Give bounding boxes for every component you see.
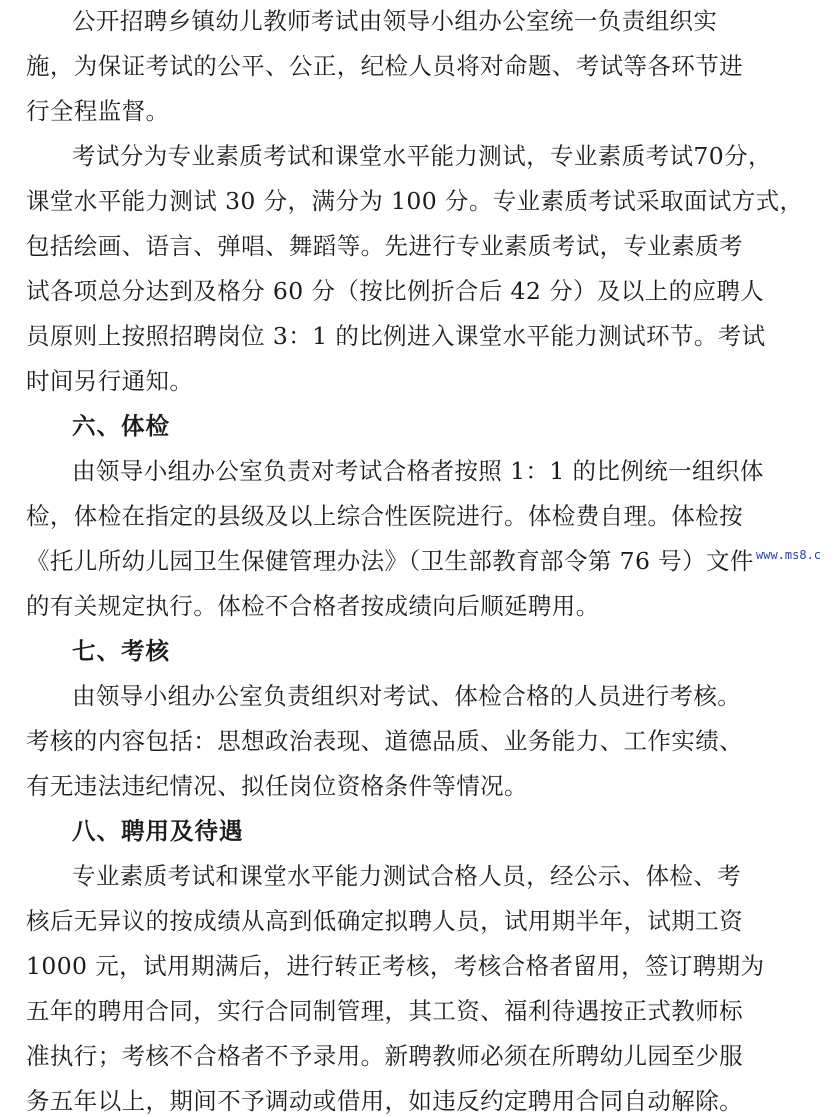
para1-line-1: 公开招聘乡镇幼儿教师考试由领导小组办公室统一负责组织实 — [72, 7, 718, 35]
para5-line-4: 五年的聘用合同，实行合同制管理，其工资、福利待遇按正式教师标 — [26, 997, 743, 1025]
para5-line-2: 核后无异议的按成绩从高到低确定拟聘人员，试用期半年，试期工资 — [26, 907, 743, 935]
para2-line-1: 考试分为专业素质考试和课堂水平能力测试，专业素质考试70分， — [72, 142, 772, 170]
para2-line-5: 员原则上按照招聘岗位 3：1 的比例进入课堂水平能力测试环节。考试 — [26, 322, 766, 350]
para4-line-3: 有无违法违纪情况、拟任岗位资格条件等情况。 — [26, 772, 528, 800]
para3-line-3: 《托儿所幼儿园卫生保健管理办法》（卫生部教育部令第 76 号）文件 — [26, 547, 754, 575]
section-heading-6: 六、体检 — [72, 412, 170, 440]
para4-line-2: 考核的内容包括：思想政治表现、道德品质、业务能力、工作实绩、 — [26, 727, 743, 755]
section-heading-7: 七、考核 — [72, 637, 170, 665]
para2-line-6: 时间另行通知。 — [26, 367, 194, 395]
para3-line-1: 由领导小组办公室负责对考试合格者按照 1：1 的比例统一组织体 — [72, 457, 764, 485]
para5-line-1: 专业素质考试和课堂水平能力测试合格人员，经公示、体检、考 — [72, 862, 742, 890]
para1-line-2: 施，为保证考试的公平、公正，纪检人员将对命题、考试等各环节进 — [26, 52, 743, 80]
watermark-text: www.ms8.c — [756, 548, 822, 562]
para4-line-1: 由领导小组办公室负责组织对考试、体检合格的人员进行考核。 — [72, 682, 742, 710]
para2-line-4: 试各项总分达到及格分 60 分（按比例折合后 42 分）及以上的应聘人 — [26, 277, 765, 305]
para2-line-2: 课堂水平能力测试 30 分，满分为 100 分。专业素质考试采取面试方式， — [26, 187, 804, 215]
section-heading-8: 八、聘用及待遇 — [72, 817, 244, 845]
para5-line-6: 务五年以上，期间不予调动或借用，如违反约定聘用合同自动解除。 — [26, 1087, 743, 1115]
para2-line-3: 包括绘画、语言、弹唱、舞蹈等。先进行专业素质考试，专业素质考 — [26, 232, 743, 260]
para3-line-2: 检，体检在指定的县级及以上综合性医院进行。体检费自理。体检按 — [26, 502, 743, 530]
para3-line-4: 的有关规定执行。体检不合格者按成绩向后顺延聘用。 — [26, 592, 600, 620]
para1-line-3: 行全程监督。 — [26, 97, 170, 125]
para5-line-5: 准执行；考核不合格者不予录用。新聘教师必须在所聘幼儿园至少服 — [26, 1042, 743, 1070]
para5-line-3: 1000 元，试用期满后，进行转正考核，考核合格者留用，签订聘期为 — [26, 952, 765, 980]
